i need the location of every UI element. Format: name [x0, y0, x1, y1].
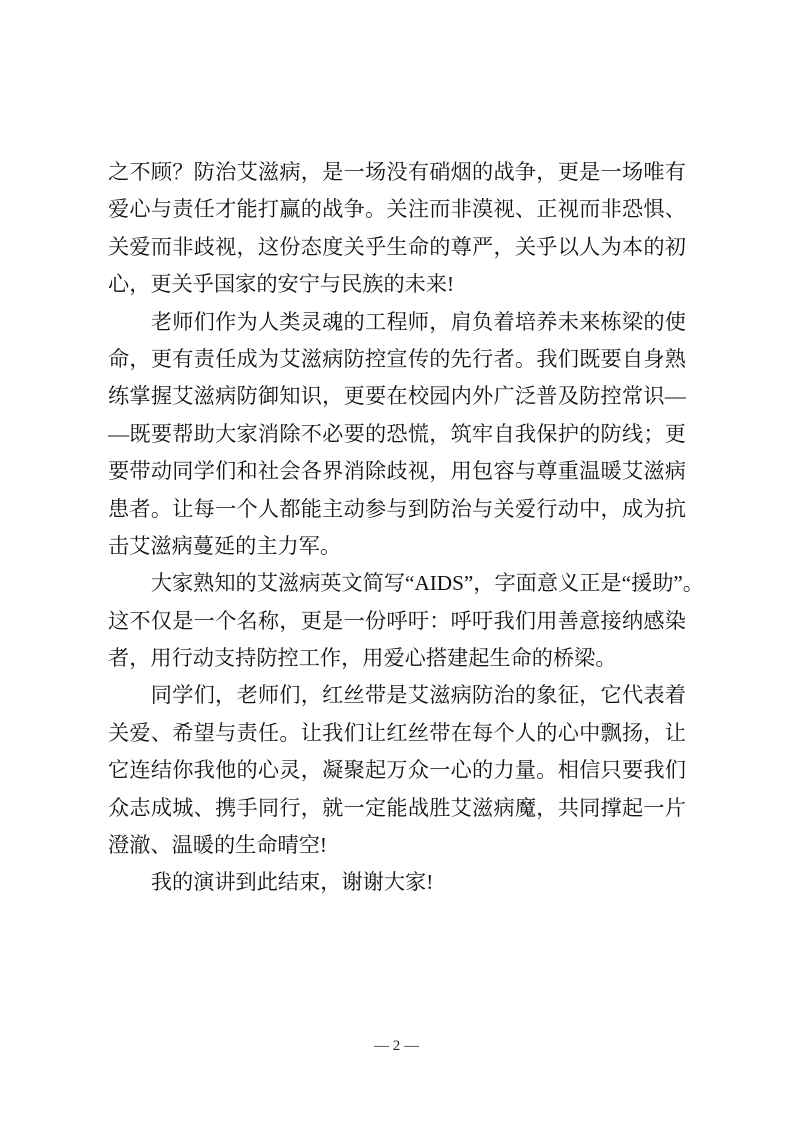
text-line: 这不仅是一个名称，更是一份呼吁：呼吁我们用善意接纳感染	[108, 608, 686, 633]
text-line: 心，更关乎国家的安宁与民族的未来!	[108, 272, 455, 297]
text-line: 练掌握艾滋病防御知识，更要在校园内外广泛普及防控常识—	[108, 384, 686, 409]
text-line: 命，更有责任成为艾滋病防控宣传的先行者。我们既要自身熟	[108, 346, 686, 371]
text-line: 同学们，老师们，红丝带是艾滋病防治的象征，它代表着	[150, 683, 686, 708]
text-line: 大家熟知的艾滋病英文简写“AIDS”，字面意义正是“援助”。	[150, 571, 704, 596]
text-line: 众志成城、携手同行，就一定能战胜艾滋病魔，共同撑起一片	[108, 795, 686, 820]
text-line: —既要帮助大家消除不必要的恐慌，筑牢自我保护的防线；更	[108, 421, 686, 446]
text-line: 关爱而非歧视，这份态度关乎生命的尊严，关乎以人为本的初	[108, 234, 686, 259]
text-line: 者，用行动支持防控工作，用爱心搭建起生命的桥梁。	[108, 646, 617, 671]
text-line: 我的演讲到此结束，谢谢大家!	[150, 870, 434, 895]
text-line: 击艾滋病蔓延的主力军。	[108, 533, 342, 558]
text-line: 之不顾？防治艾滋病，是一场没有硝烟的战争，更是一场唯有	[108, 160, 686, 184]
page-number: — 2 —	[374, 1038, 419, 1054]
text-line: 老师们作为人类灵魂的工程师，肩负着培养未来栋梁的使	[150, 309, 686, 334]
text-line: 爱心与责任才能打赢的战争。关注而非漠视、正视而非恐惧、	[108, 197, 686, 222]
text-line: 关爱、希望与责任。让我们让红丝带在每个人的心中飘扬，让	[108, 720, 686, 745]
text-line: 澄澈、温暖的生命晴空!	[108, 833, 327, 858]
document-body	[108, 154, 704, 902]
text-line: 要带动同学们和社会各界消除歧视，用包容与尊重温暖艾滋病	[108, 459, 686, 484]
text-line: 患者。让每一个人都能主动参与到防治与关爱行动中，成为抗	[108, 496, 686, 521]
text-line: 它连结你我他的心灵，凝聚起万众一心的力量。相信只要我们	[108, 758, 686, 783]
